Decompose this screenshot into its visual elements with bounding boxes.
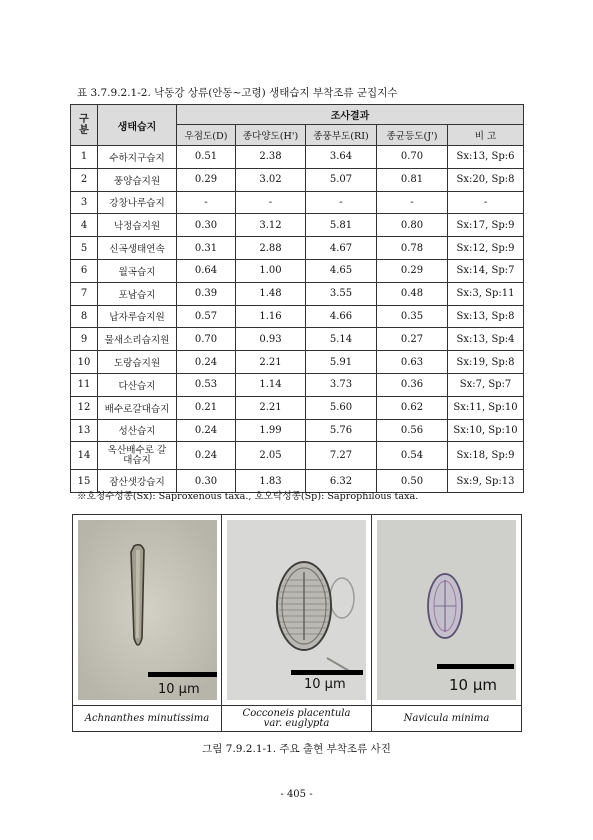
row-note: Sx:3, Sp:11 [448, 282, 524, 305]
row-evenness: 0.63 [377, 351, 448, 374]
row-no: 1 [71, 146, 98, 169]
row-note: Sx:10, Sp:10 [448, 419, 524, 442]
row-site: 수하지구습지 [98, 146, 177, 169]
page-number: - 405 - [280, 789, 313, 800]
row-evenness: 0.48 [377, 282, 448, 305]
row-richness: 3.73 [306, 373, 377, 396]
row-diversity: 2.21 [236, 351, 306, 374]
row-richness: 3.55 [306, 282, 377, 305]
row-note: Sx:13, Sp:6 [448, 146, 524, 169]
row-dominance: 0.21 [177, 396, 236, 419]
species-name-2-text: Cocconeis placentula var. euglypta [242, 708, 351, 729]
header-dominance: 우점도(D) [177, 125, 236, 146]
header-note: 비 고 [448, 125, 524, 146]
row-diversity: 3.12 [236, 214, 306, 237]
row-no: 5 [71, 237, 98, 260]
table-row [71, 237, 524, 260]
row-site: 물새소리습지원 [98, 328, 177, 351]
table-caption: 표 3.7.9.2.1-2. 낙동강 상류(안동~고령) 생태습지 부착조류 군집지수 [77, 87, 398, 99]
table-row [71, 419, 524, 442]
row-richness: 7.27 [306, 442, 377, 470]
photo-figure [72, 514, 522, 732]
row-no: 6 [71, 259, 98, 282]
row-note: Sx:12, Sp:9 [448, 237, 524, 260]
row-no: 12 [71, 396, 98, 419]
row-site: 성산습지 [98, 419, 177, 442]
row-evenness: 0.81 [377, 168, 448, 191]
photo-panel-achnanthes [73, 515, 222, 705]
table-row [71, 146, 524, 169]
row-richness: 5.81 [306, 214, 377, 237]
table-footnote: ※호청수성종(Sx): Saproxenous taxa., 호오탁성종(Sp): Saprophilous taxa. [77, 491, 419, 502]
row-site: 월곡습지 [98, 259, 177, 282]
row-evenness: 0.62 [377, 396, 448, 419]
row-note: Sx:11, Sp:10 [448, 396, 524, 419]
table-row [71, 191, 524, 214]
row-richness: 3.64 [306, 146, 377, 169]
row-dominance: 0.51 [177, 146, 236, 169]
row-diversity: 2.38 [236, 146, 306, 169]
row-diversity: 1.83 [236, 470, 306, 493]
table-row [71, 305, 524, 328]
row-note: Sx:13, Sp:4 [448, 328, 524, 351]
header-evenness: 종균등도(J') [377, 125, 448, 146]
row-note: Sx:18, Sp:9 [448, 442, 524, 470]
table-row [71, 396, 524, 419]
row-dominance: 0.53 [177, 373, 236, 396]
row-diversity: 1.48 [236, 282, 306, 305]
row-dominance: 0.30 [177, 214, 236, 237]
row-diversity: 1.99 [236, 419, 306, 442]
row-richness: - [306, 191, 377, 214]
row-no: 2 [71, 168, 98, 191]
row-dominance: 0.39 [177, 282, 236, 305]
row-diversity: - [236, 191, 306, 214]
table-row [71, 351, 524, 374]
row-no: 15 [71, 470, 98, 493]
row-site [98, 442, 177, 470]
header-site: 생태습지 [98, 105, 177, 146]
row-dominance: 0.70 [177, 328, 236, 351]
row-site: 강창나루습지 [98, 191, 177, 214]
row-diversity: 1.14 [236, 373, 306, 396]
species-name-2 [222, 706, 372, 732]
table-row [71, 328, 524, 351]
header-richness: 종풍부도(RI) [306, 125, 377, 146]
row-richness: 6.32 [306, 470, 377, 493]
row-diversity: 1.16 [236, 305, 306, 328]
row-evenness: 0.70 [377, 146, 448, 169]
species-name-3: Navicula minima [403, 713, 490, 724]
micrograph-navicula [377, 520, 516, 700]
row-site: 배수로갈대습지 [98, 396, 177, 419]
row-diversity: 0.93 [236, 328, 306, 351]
row-richness: 5.07 [306, 168, 377, 191]
row-diversity: 2.05 [236, 442, 306, 470]
row-no: 7 [71, 282, 98, 305]
row-dominance: 0.24 [177, 419, 236, 442]
row-note: Sx:9, Sp:13 [448, 470, 524, 493]
row-evenness: 0.50 [377, 470, 448, 493]
row-no: 14 [71, 442, 98, 470]
row-dominance: - [177, 191, 236, 214]
row-evenness: 0.35 [377, 305, 448, 328]
micrograph-cocconeis [227, 520, 366, 700]
row-evenness: - [377, 191, 448, 214]
row-no: 3 [71, 191, 98, 214]
row-site: 납자루습지원 [98, 305, 177, 328]
scale-label-2: 10 μm [304, 677, 346, 692]
row-no: 4 [71, 214, 98, 237]
header-no: 구분 [71, 105, 98, 146]
row-no: 13 [71, 419, 98, 442]
row-richness: 4.67 [306, 237, 377, 260]
row-richness: 4.65 [306, 259, 377, 282]
row-diversity: 2.21 [236, 396, 306, 419]
row-richness: 5.60 [306, 396, 377, 419]
row-dominance: 0.24 [177, 442, 236, 470]
table-row [71, 259, 524, 282]
scale-label-1: 10 μm [158, 682, 200, 697]
row-site: 다산습지 [98, 373, 177, 396]
photo-panel-cocconeis [222, 515, 372, 705]
row-site: 낙정습지원 [98, 214, 177, 237]
row-diversity: 3.02 [236, 168, 306, 191]
row-evenness: 0.36 [377, 373, 448, 396]
row-note: Sx:14, Sp:7 [448, 259, 524, 282]
row-site: 잠산샛강습지 [98, 470, 177, 493]
row-note: Sx:7, Sp:7 [448, 373, 524, 396]
row-richness: 5.14 [306, 328, 377, 351]
row-note: Sx:17, Sp:9 [448, 214, 524, 237]
species-name-1: Achnanthes minutissima [73, 706, 222, 732]
row-evenness: 0.78 [377, 237, 448, 260]
row-dominance: 0.31 [177, 237, 236, 260]
row-richness: 4.66 [306, 305, 377, 328]
table-row [71, 442, 524, 470]
row-evenness: 0.54 [377, 442, 448, 470]
row-evenness: 0.29 [377, 259, 448, 282]
row-dominance: 0.29 [177, 168, 236, 191]
row-site-text: 옥산배수로 갈대습지 [107, 444, 167, 466]
species-name-row [73, 705, 521, 731]
row-no: 10 [71, 351, 98, 374]
row-no: 11 [71, 373, 98, 396]
table-row [71, 282, 524, 305]
row-diversity: 2.88 [236, 237, 306, 260]
diatom-index-table [70, 104, 524, 493]
photo-panel-navicula [372, 515, 521, 705]
table-row [71, 373, 524, 396]
row-site: 신곡생태연속 [98, 237, 177, 260]
row-evenness: 0.80 [377, 214, 448, 237]
row-dominance: 0.64 [177, 259, 236, 282]
row-note: Sx:19, Sp:8 [448, 351, 524, 374]
row-site: 풍양습지원 [98, 168, 177, 191]
table-row [71, 168, 524, 191]
row-no: 9 [71, 328, 98, 351]
figure-caption: 그림 7.9.2.1-1. 주요 출현 부착조류 사진 [202, 743, 391, 755]
header-diversity: 종다양도(H') [236, 125, 306, 146]
row-no: 8 [71, 305, 98, 328]
row-richness: 5.76 [306, 419, 377, 442]
row-note: Sx:13, Sp:8 [448, 305, 524, 328]
row-site: 포남습지 [98, 282, 177, 305]
row-dominance: 0.30 [177, 470, 236, 493]
scale-label-3: 10 μm [449, 676, 498, 694]
header-result-group: 조사결과 [177, 105, 524, 125]
row-note: - [448, 191, 524, 214]
micrograph-achnanthes [78, 520, 217, 700]
row-dominance: 0.57 [177, 305, 236, 328]
table-row [71, 214, 524, 237]
row-richness: 5.91 [306, 351, 377, 374]
row-diversity: 1.00 [236, 259, 306, 282]
row-evenness: 0.27 [377, 328, 448, 351]
row-dominance: 0.24 [177, 351, 236, 374]
row-evenness: 0.56 [377, 419, 448, 442]
row-note: Sx:20, Sp:8 [448, 168, 524, 191]
row-site: 도랑습지원 [98, 351, 177, 374]
